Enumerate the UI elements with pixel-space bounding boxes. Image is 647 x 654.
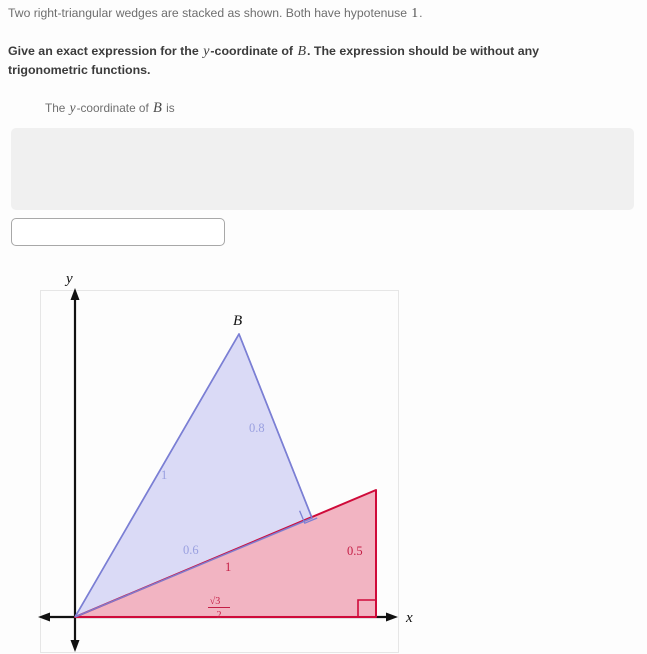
fraction-numerator: √3 [209,596,221,607]
geometry-figure [0,258,440,654]
answer-label-part-2: -coordinate of [76,101,153,115]
answer-label-part-1: The [45,101,69,115]
question-part-2: -coordinate of [210,44,297,58]
label-blue-hypotenuse: 1 [161,468,168,482]
label-blue-horizontal-leg: 0.6 [183,543,199,557]
label-red-hypotenuse: 1 [225,560,232,574]
problem-intro-math: 1 [411,5,419,20]
answer-text-input[interactable] [11,218,225,246]
label-red-vertical-leg: 0.5 [347,544,363,558]
label-blue-vertical-leg: 0.8 [249,421,265,435]
answer-field-label [45,100,175,117]
math-answer-field[interactable] [11,128,634,210]
question-math-b: B [297,44,307,59]
y-axis [71,288,80,652]
problem-intro-text [8,5,628,21]
answer-label-math-b: B [153,100,162,116]
problem-intro-before: Two right-triangular wedges are stacked as shown. Both have hypotenuse [8,6,411,20]
question-math-y: y [203,44,210,59]
problem-question-text [8,42,608,80]
vertex-b-label: B [233,313,243,329]
answer-label-math-y: y [69,100,76,115]
question-part-3: . The expression should be without any trigonometric functions. [8,44,540,77]
problem-intro-after: . [419,6,423,20]
question-part-1: Give an exact expression for the [8,44,203,58]
fraction-denominator: 2 [216,610,222,621]
answer-label-part-3: is [162,101,175,115]
y-axis-label: y [66,271,73,287]
x-axis-label: x [406,610,413,626]
